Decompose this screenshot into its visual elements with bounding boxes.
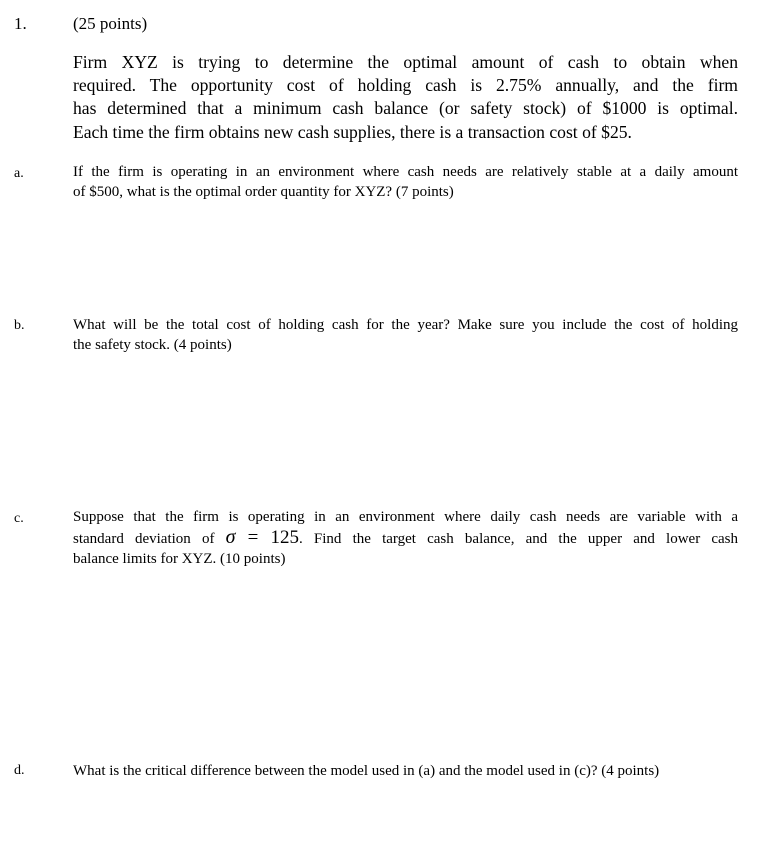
part-b-text [73,315,738,355]
question-number: 1. [14,14,27,33]
intro-line: required. The opportunity cost of holding cash is 2.75% annually, and the firm [73,75,738,96]
part-d-label: d. [14,763,25,778]
question-intro [73,51,738,144]
intro-line: Each time the firm obtains new cash supplies, there is a transaction cost of $25. [73,121,632,142]
part-c-line: balance limits for XYZ. (10 points) [73,551,286,567]
part-c-text [73,507,738,569]
part-b-label: b. [14,318,25,333]
part-c-line: Suppose that the firm is operating in an environment where daily cash needs are variable with a [73,509,738,525]
part-c-label: c. [14,511,24,526]
part-a-text [73,162,738,202]
part-a-line: If the firm is operating in an environment where cash needs are relatively stable at a daily amount [73,164,738,180]
sigma-symbol: σ [225,526,236,548]
part-b-line: the safety stock. (4 points) [73,337,232,353]
part-c-line2-before: standard deviation of [73,531,226,547]
sigma-value: = 125 [235,527,300,548]
part-a-label: a. [14,166,24,181]
intro-line: has determined that a minimum cash balance (or safety stock) of $1000 is optimal. [73,98,738,119]
question-points: (25 points) [73,14,148,33]
part-d-text [73,761,738,781]
part-a-line: of $500, what is the optimal order quantity for XYZ? (7 points) [73,184,454,200]
part-b-line: What will be the total cost of holding cash for the year? Make sure you include the cost of holding [73,317,738,333]
part-c-line2-after: . Find the target cash balance, and the upper and lower cash [299,531,738,547]
intro-line: Firm XYZ is trying to determine the optimal amount of cash to obtain when [73,52,738,72]
part-c-line [73,527,738,549]
part-d-line: What is the critical difference between the model used in (a) and the model used in (c)? (4 points) [73,763,660,779]
